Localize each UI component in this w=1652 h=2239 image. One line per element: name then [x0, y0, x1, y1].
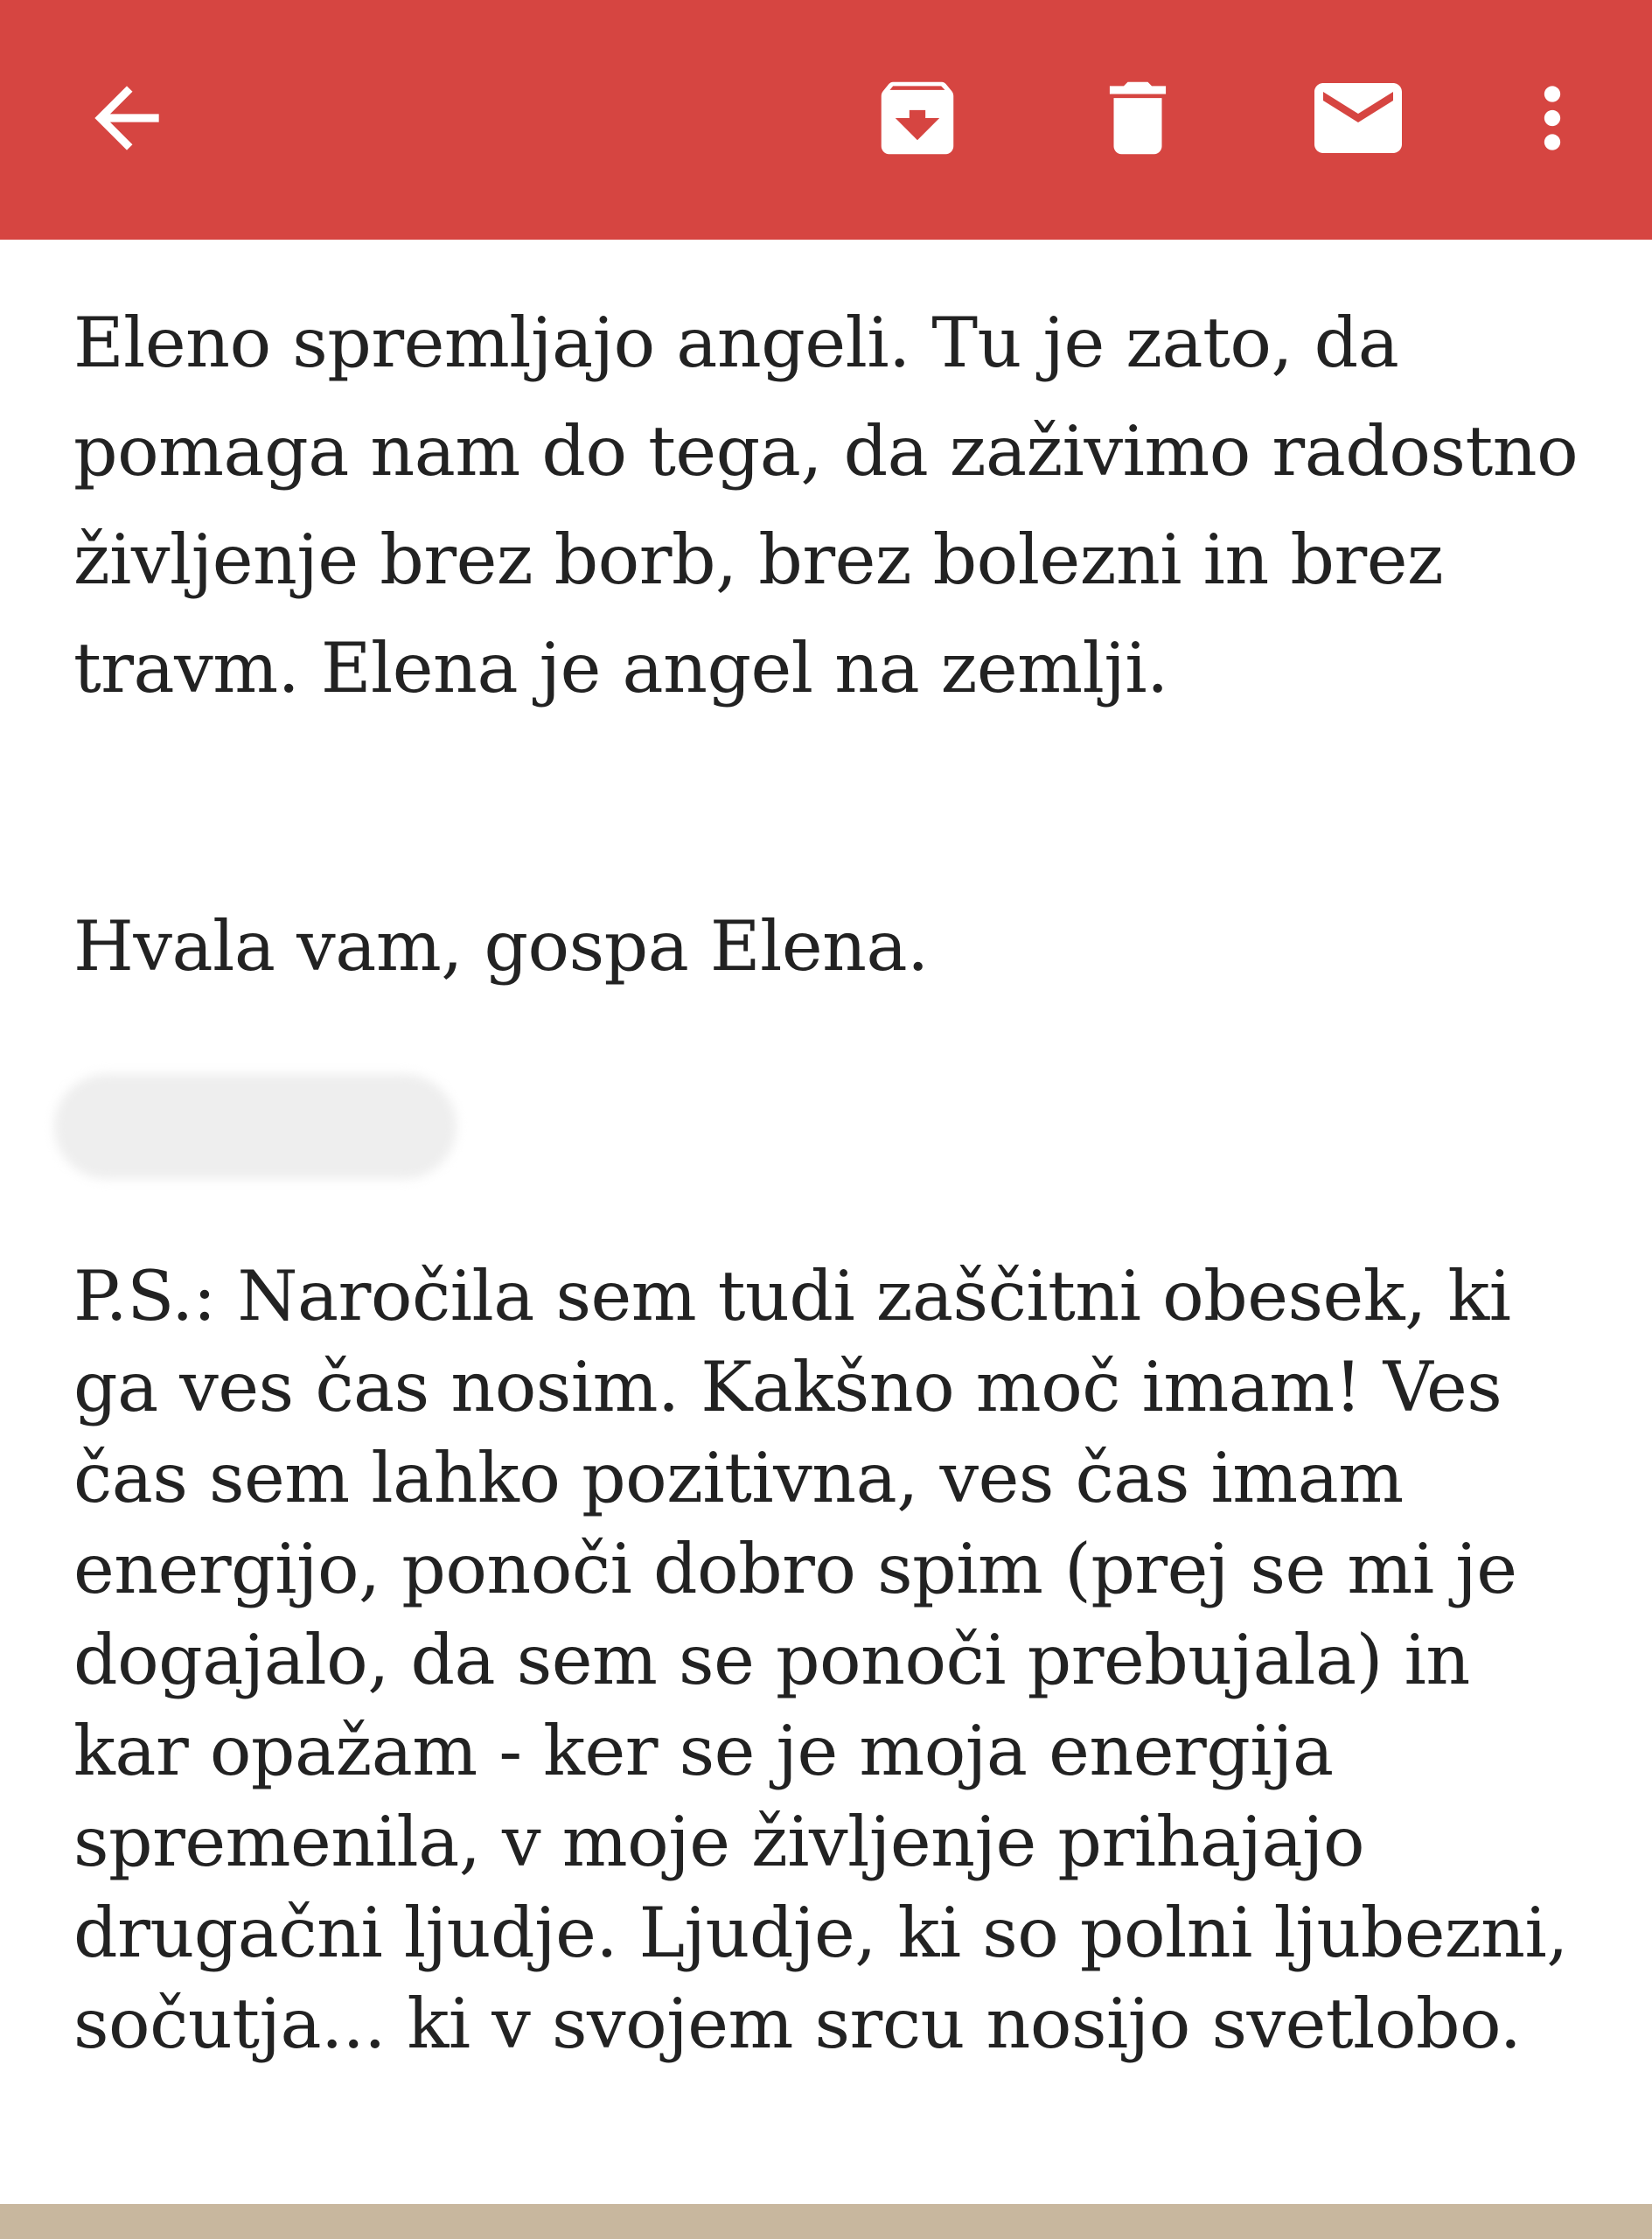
- trash-icon: [1090, 70, 1186, 166]
- more-vertical-icon: [1504, 70, 1600, 166]
- back-button[interactable]: [70, 61, 184, 175]
- message-paragraph: Eleno spremljajo angeli. Tu je zato, da pomaga nam do tega, da zaživimo radostno življenje brez borb, brez bolezni in brez travm. Elena je angel na zemlji.: [73, 303, 1579, 708]
- arrow-left-icon: [79, 70, 175, 166]
- redacted-signature: [54, 1074, 457, 1179]
- message-paragraph: P.S.: Naročila sem tudi zaščitni obesek, ki ga ves čas nosim. Kakšno moč imam! Ves čas sem lahko pozitivna, ves čas imam energijo, ponoči dobro spim (prej se mi je dogajalo, da sem se ponoči prebujala) in kar opažam - ker se je moja energija spremenila, v moje življenje prihajajo drugačni ljudje. Ljudje, ki so polni ljubezni, sočutja... ki v svojem srcu nosijo svetlobo.: [73, 1256, 1568, 2064]
- mail-icon: [1306, 66, 1411, 171]
- archive-button[interactable]: [861, 61, 974, 175]
- message-paragraph: Hvala vam, gospa Elena.: [73, 906, 929, 987]
- app-toolbar: [0, 0, 1652, 240]
- bottom-border: [0, 2204, 1652, 2239]
- more-options-button[interactable]: [1495, 61, 1609, 175]
- mark-unread-button[interactable]: [1301, 61, 1415, 175]
- archive-icon: [869, 70, 965, 166]
- delete-button[interactable]: [1081, 61, 1195, 175]
